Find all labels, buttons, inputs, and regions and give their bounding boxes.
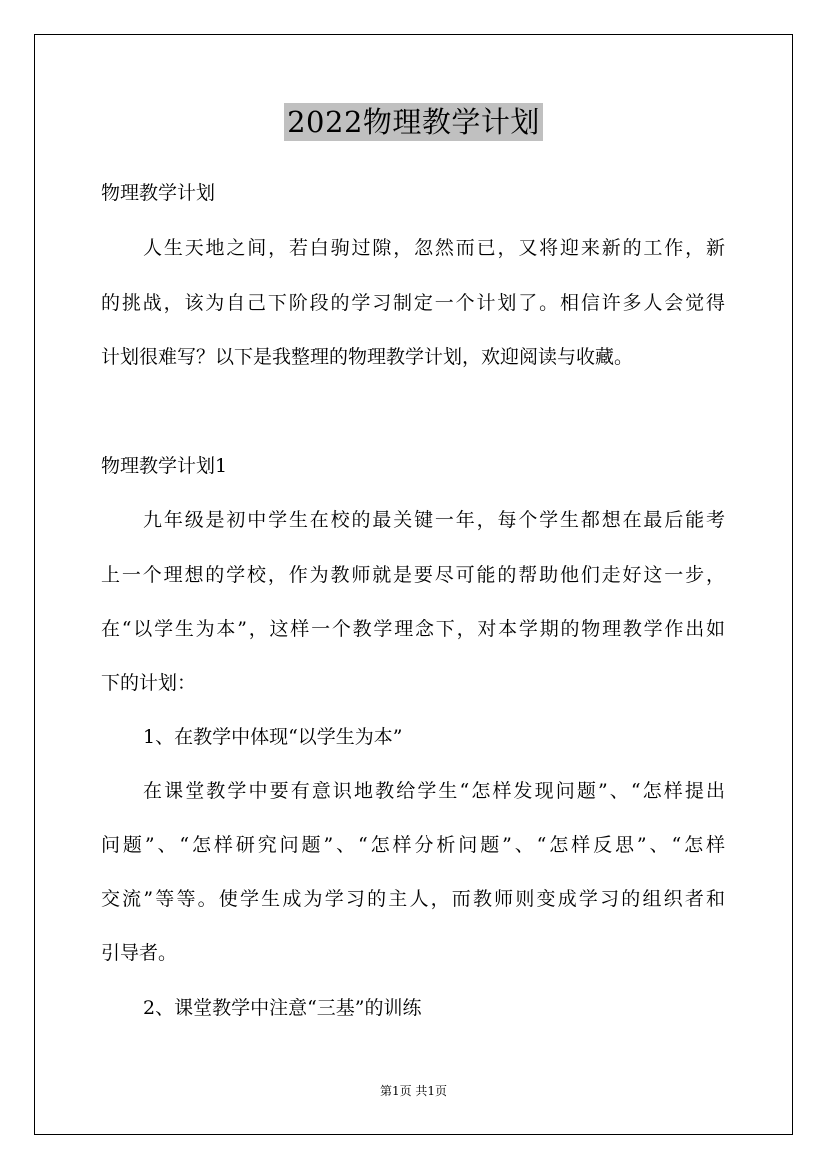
text-line: 计划很难写？以下是我整理的物理教学计划，欢迎阅读与收藏。 [101,346,634,368]
text-line: 上一个理想的学校，作为教师就是要尽可能的帮助他们走好这一步， [101,564,725,586]
text-line: 下的计划： [101,672,197,694]
text-line: 在“以学生为本”，这样一个教学理念下，对本学期的物理教学作出如 [101,618,725,640]
page-footer: 第1页 共1页 [379,1084,448,1098]
document-title: 2022物理教学计划 [284,103,543,141]
text-line: 问题”、“怎样研究问题”、“怎样分析问题”、“怎样反思”、“怎样 [101,834,725,856]
text-line: 物理教学计划 [101,182,216,204]
text-line: 的挑战，该为自己下阶段的学习制定一个计划了。相信许多人会觉得 [101,292,725,314]
title-container [0,103,827,141]
text-line: 1、在教学中体现“以学生为本” [143,726,403,748]
text-line: 物理教学计划1 [101,455,228,477]
text-line: 引导者。 [101,942,178,964]
text-line: 人生天地之间，若白驹过隙，忽然而已，又将迎来新的工作，新 [143,237,725,259]
text-line: 交流”等等。使学生成为学习的主人，而教师则变成学习的组织者和 [101,888,725,910]
text-line: 在课堂教学中要有意识地教给学生“怎样发现问题”、“怎样提出 [143,780,725,802]
text-line: 九年级是初中学生在校的最关键一年，每个学生都想在最后能考 [143,509,725,531]
text-line: 2、课堂教学中注意“三基”的训练 [143,997,422,1019]
